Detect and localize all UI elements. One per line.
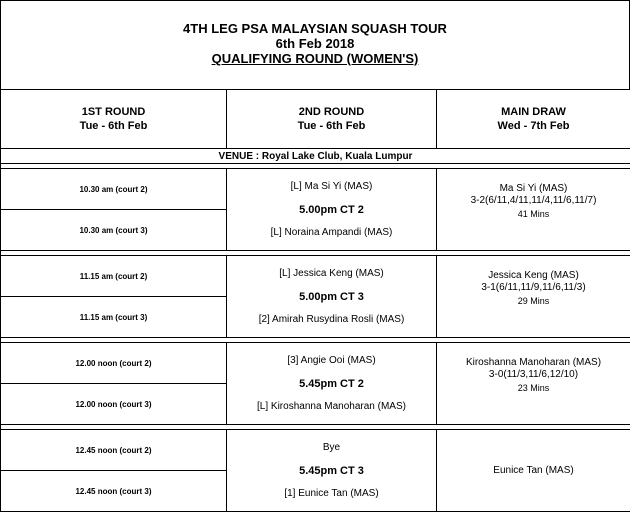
draw-table xyxy=(0,89,630,512)
venue-row: VENUE : Royal Lake Club, Kuala Lumpur xyxy=(1,149,630,164)
match-row xyxy=(1,430,630,471)
match-score: 3-1(6/11,11/9,11/6,11/3) xyxy=(481,282,586,293)
match-duration: 29 Mins xyxy=(517,296,550,306)
court-time: 5.45pm CT 2 xyxy=(299,377,364,390)
match-row xyxy=(1,169,630,210)
column-header-main-draw: MAIN DRAW Wed - 7th Feb xyxy=(437,90,630,149)
round-title: QUALIFYING ROUND (WOMEN'S) xyxy=(211,51,419,66)
player-bottom: [L] Kiroshanna Manoharan (MAS) xyxy=(257,400,406,412)
match-score: 3-0(11/3,11/6,12/10) xyxy=(488,369,579,380)
match-time: 12.00 noon (court 3) xyxy=(1,384,227,425)
main-draw-result xyxy=(437,256,630,338)
event-date: 6th Feb 2018 xyxy=(275,36,355,51)
main-draw-result xyxy=(437,430,630,512)
match-duration: 23 Mins xyxy=(517,383,550,393)
winner-name: Jessica Keng (MAS) xyxy=(488,270,579,281)
court-time: 5.00pm CT 2 xyxy=(299,203,364,216)
match-time: 11.15 am (court 3) xyxy=(1,297,227,338)
player-bottom: [1] Eunice Tan (MAS) xyxy=(284,487,379,499)
player-top: [L] Jessica Keng (MAS) xyxy=(279,267,384,279)
match-time: 10.30 am (court 2) xyxy=(1,169,227,210)
match-score: 3-2(6/11,4/11,11/4,11/6,11/7) xyxy=(470,195,597,206)
match-row xyxy=(1,256,630,297)
second-round-match xyxy=(227,343,437,425)
main-draw-result xyxy=(437,343,630,425)
winner-name: Eunice Tan (MAS) xyxy=(493,464,574,476)
second-round-match xyxy=(227,430,437,512)
match-time: 11.15 am (court 2) xyxy=(1,256,227,297)
player-bottom: [L] Noraina Ampandi (MAS) xyxy=(270,226,393,238)
main-draw-result xyxy=(437,169,630,251)
title-block xyxy=(0,0,630,90)
player-top: [3] Angie Ooi (MAS) xyxy=(287,354,376,366)
match-time: 12.45 noon (court 2) xyxy=(1,430,227,471)
match-time: 12.45 noon (court 3) xyxy=(1,471,227,512)
winner-name: Kiroshanna Manoharan (MAS) xyxy=(465,357,602,368)
tournament-title: 4TH LEG PSA MALAYSIAN SQUASH TOUR xyxy=(183,21,447,36)
column-header-row xyxy=(1,90,630,149)
player-top: Bye xyxy=(322,441,341,453)
match-time: 12.00 noon (court 2) xyxy=(1,343,227,384)
court-time: 5.00pm CT 3 xyxy=(299,290,364,303)
match-duration: 41 Mins xyxy=(517,209,550,219)
match-time: 10.30 am (court 3) xyxy=(1,210,227,251)
winner-name: Ma Si Yi (MAS) xyxy=(499,183,568,194)
player-top: [L] Ma Si Yi (MAS) xyxy=(290,180,373,192)
court-time: 5.45pm CT 3 xyxy=(299,464,364,477)
match-row xyxy=(1,343,630,384)
second-round-match xyxy=(227,169,437,251)
second-round-match xyxy=(227,256,437,338)
column-header-1st-round: 1ST ROUND Tue - 6th Feb xyxy=(1,90,227,149)
player-bottom: [2] Amirah Rusydina Rosli (MAS) xyxy=(258,313,405,325)
column-header-2nd-round: 2ND ROUND Tue - 6th Feb xyxy=(227,90,437,149)
